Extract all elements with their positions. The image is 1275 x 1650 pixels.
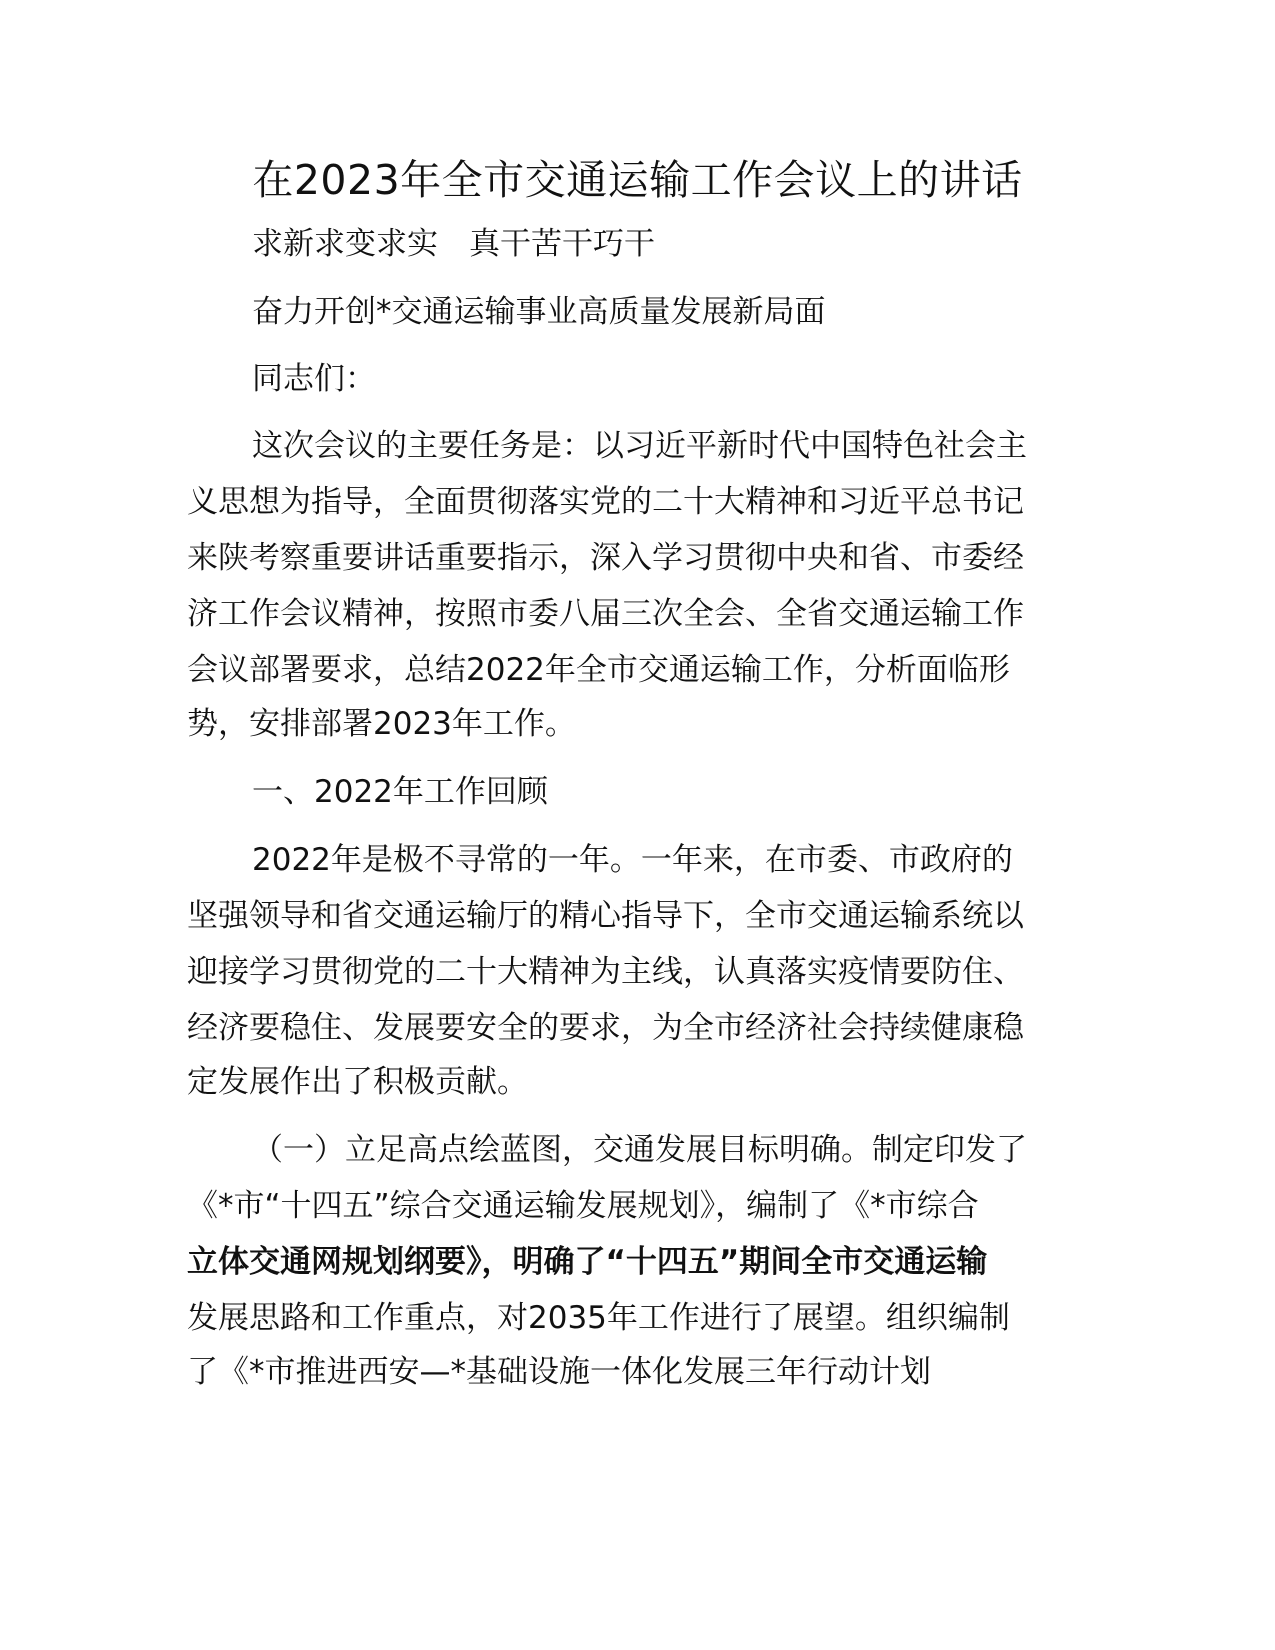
paragraph-2-line: 2022年是极不寻常的一年。一年来，在市委、市政府的 bbox=[252, 842, 1013, 878]
paragraph-3-line: （一）立足高点绘蓝图，交通发展目标明确。制定印发了 bbox=[252, 1132, 1027, 1168]
paragraph-3-line: 发展思路和工作重点，对2035年工作进行了展望。组织编制 bbox=[187, 1300, 1010, 1336]
section-heading: 一、2022年工作回顾 bbox=[252, 774, 548, 810]
paragraph-2-line: 迎接学习贯彻党的二十大精神为主线，认真落实疫情要防住、 bbox=[187, 954, 1024, 990]
paragraph-1-line: 会议部署要求，总结2022年全市交通运输工作，分析面临形 bbox=[187, 652, 1010, 688]
paragraph-1-line: 这次会议的主要任务是：以习近平新时代中国特色社会主 bbox=[252, 428, 1027, 464]
paragraph-2-line: 定发展作出了积极贡献。 bbox=[187, 1064, 528, 1100]
paragraph-1-line: 来陕考察重要讲话重要指示，深入学习贯彻中央和省、市委经 bbox=[187, 540, 1024, 576]
paragraph-1-line: 义思想为指导，全面贯彻落实党的二十大精神和习近平总书记 bbox=[187, 484, 1024, 520]
subtitle-line-1: 求新求变求实 真干苦干巧干 bbox=[252, 226, 655, 262]
paragraph-2-line: 坚强领导和省交通运输厅的精心指导下，全市交通运输系统以 bbox=[187, 898, 1024, 934]
subtitle-line-2: 奋力开创*交通运输事业高质量发展新局面 bbox=[252, 294, 826, 330]
paragraph-1-line: 势，安排部署2023年工作。 bbox=[187, 706, 576, 742]
paragraph-3-line: 了《*市推进西安—*基础设施一体化发展三年行动计划 bbox=[187, 1354, 931, 1390]
paragraph-3-line: 《*市“十四五”综合交通运输发展规划》，编制了《*市综合 bbox=[187, 1188, 979, 1224]
document-title: 在2023年全市交通运输工作会议上的讲话 bbox=[252, 156, 1023, 204]
paragraph-1-line: 济工作会议精神，按照市委八届三次全会、全省交通运输工作 bbox=[187, 596, 1024, 632]
paragraph-3-line: 立体交通网规划纲要》，明确了“十四五”期间全市交通运输 bbox=[187, 1244, 988, 1280]
paragraph-2-line: 经济要稳住、发展要安全的要求，为全市经济社会持续健康稳 bbox=[187, 1010, 1024, 1046]
salutation: 同志们： bbox=[252, 361, 376, 397]
